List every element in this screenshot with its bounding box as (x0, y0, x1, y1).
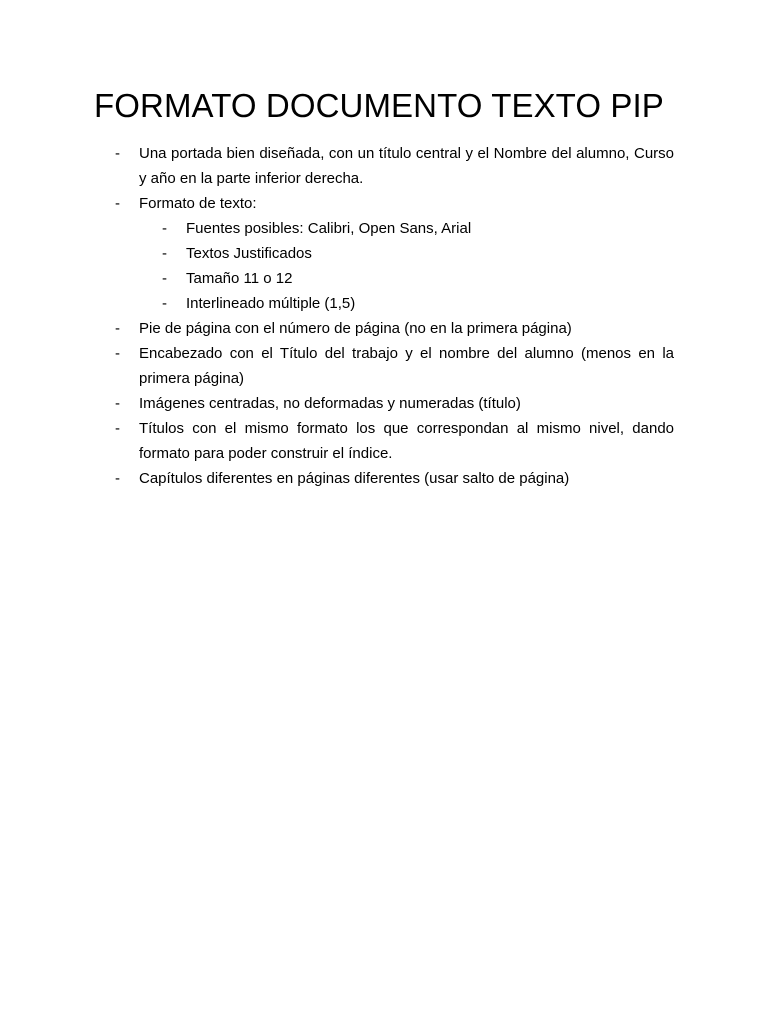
list-item-text: Tamaño 11 o 12 (186, 270, 293, 287)
list-item-text: Imágenes centradas, no deformadas y numeradas (título) (139, 395, 521, 412)
list-item-text: Interlineado múltiple (1,5) (186, 295, 356, 312)
bullet-dash: - (115, 320, 120, 337)
list-item-text: Una portada bien diseñada, con un título central y el Nombre del alumno, Curso y año en la parte inferior derecha. (139, 145, 674, 187)
list-item-header (0, 341, 768, 391)
bullet-dash: - (162, 295, 167, 312)
list-item-text: Textos Justificados (186, 245, 312, 262)
requirements-list (0, 141, 768, 491)
bullet-dash: - (115, 470, 120, 487)
sublist-item-line-spacing (0, 291, 768, 316)
list-item-cover-page (0, 141, 768, 191)
sublist-item-justified (0, 241, 768, 266)
bullet-dash: - (115, 395, 120, 412)
list-item-text: Fuentes posibles: Calibri, Open Sans, Arial (186, 220, 472, 237)
bullet-dash: - (162, 220, 167, 237)
list-item-text: Pie de página con el número de página (no en la primera página) (139, 320, 572, 337)
bullet-dash: - (115, 195, 120, 212)
list-item-chapters (0, 466, 768, 491)
bullet-dash: - (162, 245, 167, 262)
list-item-text: Formato de texto: (139, 195, 257, 212)
list-item-text-format (0, 191, 768, 216)
bullet-dash: - (115, 145, 120, 162)
sublist-item-size (0, 266, 768, 291)
list-item-footer (0, 316, 768, 341)
bullet-dash: - (115, 420, 120, 437)
list-item-headings (0, 416, 768, 466)
list-item-text: Capítulos diferentes en páginas diferentes (usar salto de página) (139, 470, 570, 487)
bullet-dash: - (115, 345, 120, 362)
list-item-text: Encabezado con el Título del trabajo y el nombre del alumno (menos en la primera página) (139, 345, 674, 387)
list-item-images (0, 391, 768, 416)
sublist-item-fonts (0, 216, 768, 241)
list-item-text: Títulos con el mismo formato los que correspondan al mismo nivel, dando formato para poder construir el índice. (139, 420, 674, 462)
bullet-dash: - (162, 270, 167, 287)
document-title: FORMATO DOCUMENTO TEXTO PIP (94, 87, 664, 124)
